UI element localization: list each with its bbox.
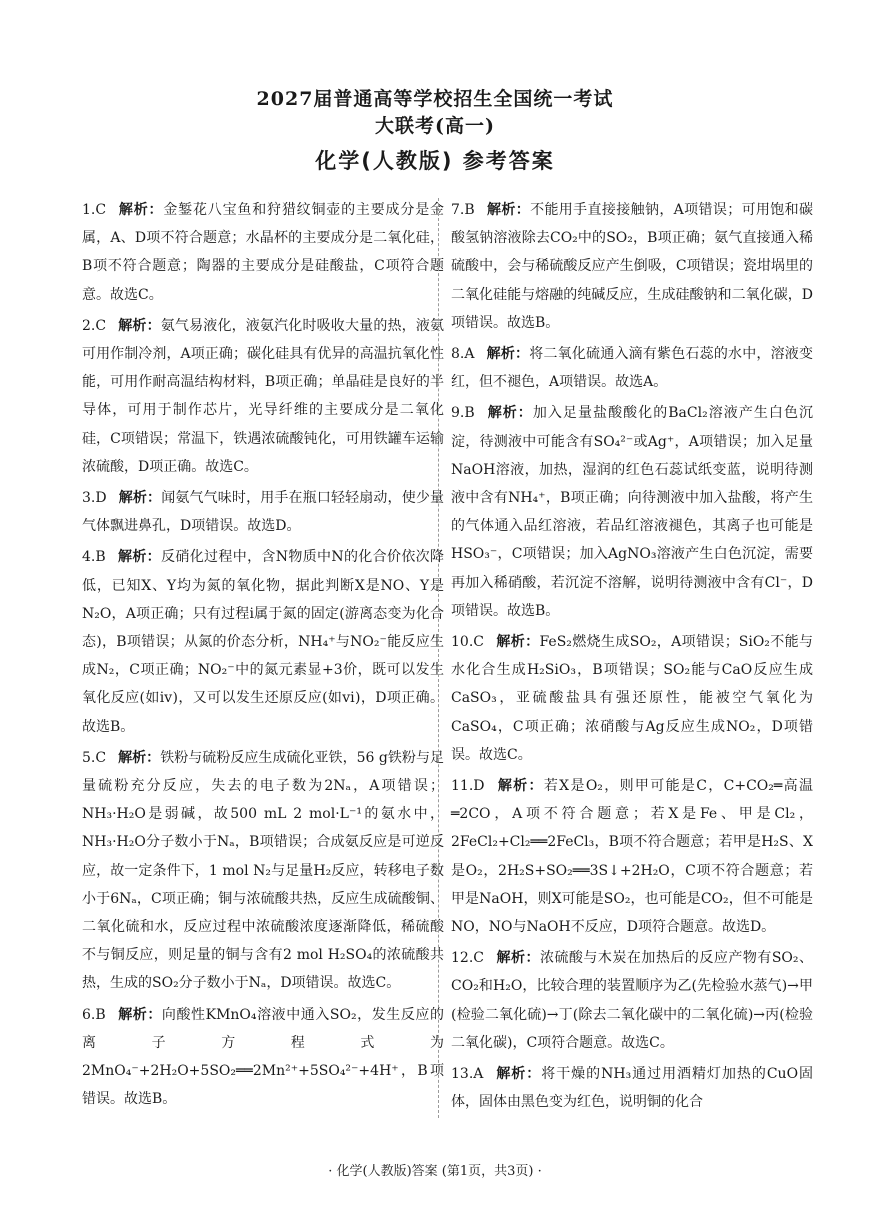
answer-item: 5.C 解析：铁粉与硫粉反应生成硫化亚铁，56 g铁粉与足量硫粉充分反应，失去的电子数为2Nₐ，A项错误；NH₃·H₂O是弱碱，故500 mL 2 mol·L⁻¹的氨水中，NH₃·H₂O分子数小于Nₐ，B项错误；合成氨反应是可逆反应，故一定条件下，1 mol N₂与足量H₂反应，转移电子数小于6Nₐ，C项正确；铜与浓硫酸共热，反应生成硫酸铜、二氧化硫和水，反应过程中浓硫酸浓度逐渐降低，稀硫酸不与铜反应，则足量的铜与含有2 mol H₂SO₄的浓硫酸共热，生成的SO₂分子数小于Nₐ，D项错误。故选C。 — [82, 749, 444, 992]
page-footer: · 化学(人教版)答案 (第1页，共3页) · — [328, 1164, 542, 1179]
answer-item: 11.D 解析：若X是O₂，则甲可能是C，C+CO₂═高温═2CO，A项不符合题意；若X是Fe、甲是Cl₂，2FeCl₂+Cl₂══2FeCl₃，B项不符合题意；若甲是H₂S、X是O₂，2H₂S+SO₂══3S↓+2H₂O，C项不符合题意；若甲是NaOH，则X可能是SO₂，也可能是CO₂，但不可能是NO，NO与NaOH不反应，D项符合题意。故选D。 — [451, 778, 813, 936]
left-column — [82, 196, 444, 1117]
answer-item: 9.B 解析：加入足量盐酸酸化的BaCl₂溶液产生白色沉淀，待测液中可能含有SO₄²⁻或Ag⁺，A项错误；加入足量NaOH溶液，加热，湿润的红色石蕊试纸变蓝，说明待测液中含有NH₄⁺，B项正确；向待测液中加入盐酸，将产生的气体通入品红溶液，若品红溶液褪色，其离子也可能是HSO₃⁻，C项错误；加入AgNO₃溶液产生白色沉淀，需要再加入稀硝酸，若沉淀不溶解，说明待测液中含有Cl⁻，D项错误。故选B。 — [451, 405, 814, 619]
answer-item: 13.A 解析：将干燥的NH₃通过用酒精灯加热的CuO固体，固体由黑色变为红色，说明铜的化合 — [451, 1066, 814, 1111]
answer-item: 12.C 解析：浓硫酸与木炭在加热后的反应产物有SO₂、CO₂和H₂O，比较合理的装置顺序为乙(先检验水蒸气)→甲(检验二氧化硫)→丁(除去二氧化碳中的二氧化硫)→丙(检验二氧化碳)，C项符合题意。故选C。 — [451, 950, 813, 1051]
answer-title: 化学(人教版) 参考答案 — [315, 149, 555, 173]
exam-subtitle: 大联考(高一) — [375, 115, 495, 137]
answer-item: 2.C 解析：氨气易液化，液氨汽化时吸收大量的热，液氨可用作制冷剂，A项正确；碳化硅具有优异的高温抗氧化性能，可用作耐高温结构材料，B项正确；单晶硅是良好的半导体，可用于制作芯片，光导纤维的主要成分是二氧化硅，C项错误；常温下，铁遇浓硫酸钝化，可用铁罐车运输浓硫酸，D项正确。故选C。 — [82, 317, 445, 475]
answer-item: 1.C 解析：金錾花八宝鱼和狩猎纹铜壶的主要成分是金属，A、D项不符合题意；水晶杯的主要成分是二氧化硅，B项不符合题意；陶器的主要成分是硅酸盐，C项符合题意。故选C。 — [82, 202, 445, 303]
answer-item: 8.A 解析：将二氧化硫通入滴有紫色石蕊的水中，溶液变红，但不褪色，A项错误。故选A。 — [451, 346, 814, 391]
answer-item: 7.B 解析：不能用手直接接触钠，A项错误；可用饱和碳酸氢钠溶液除去CO₂中的SO₂，B项正确；氨气直接通入稀硫酸中，会与稀硫酸反应产生倒吸，C项错误；瓷坩埚里的二氧化硅能与熔融的纯碱反应，生成硅酸钠和二氧化碳，D项错误。故选B。 — [451, 202, 814, 331]
exam-title: 2027届普通高等学校招生全国统一考试 — [256, 88, 614, 110]
right-column — [451, 196, 813, 1120]
answer-item: 10.C 解析：FeS₂燃烧生成SO₂，A项错误；SiO₂不能与水化合生成H₂SiO₃，B项错误；SO₂能与CaO反应生成CaSO₃，亚硫酸盐具有强还原性，能被空气氧化为CaSO₄，C项正确；浓硝酸与Ag反应生成NO₂，D项错误。故选C。 — [451, 634, 814, 763]
answer-item: 3.D 解析：闻氨气气味时，用手在瓶口轻轻扇动，使少量气体飘进鼻孔，D项错误。故选D。 — [82, 490, 445, 535]
answer-item: 4.B 解析：反硝化过程中，含N物质中N的化合价依次降低，已知X、Y均为氮的氧化物，据此判断X是NO、Y是N₂O，A项正确；只有过程ⅰ属于氮的固定(游离态变为化合态)，B项错误；从氮的价态分析，NH₄⁺与NO₂⁻能反应生成N₂，C项正确；NO₂⁻中的氮元素显+3价，既可以发生氧化反应(如ⅳ)，又可以发生还原反应(如ⅵ)，D项正确。故选B。 — [82, 549, 445, 735]
answer-item: 6.B 解析：向酸性KMnO₄溶液中通入SO₂，发生反应的离子方程式为2MnO₄⁻+2H₂O+5SO₂══2Mn²⁺+5SO₄²⁻+4H⁺，B项错误。故选B。 — [82, 1006, 444, 1108]
column-divider — [438, 198, 439, 1118]
